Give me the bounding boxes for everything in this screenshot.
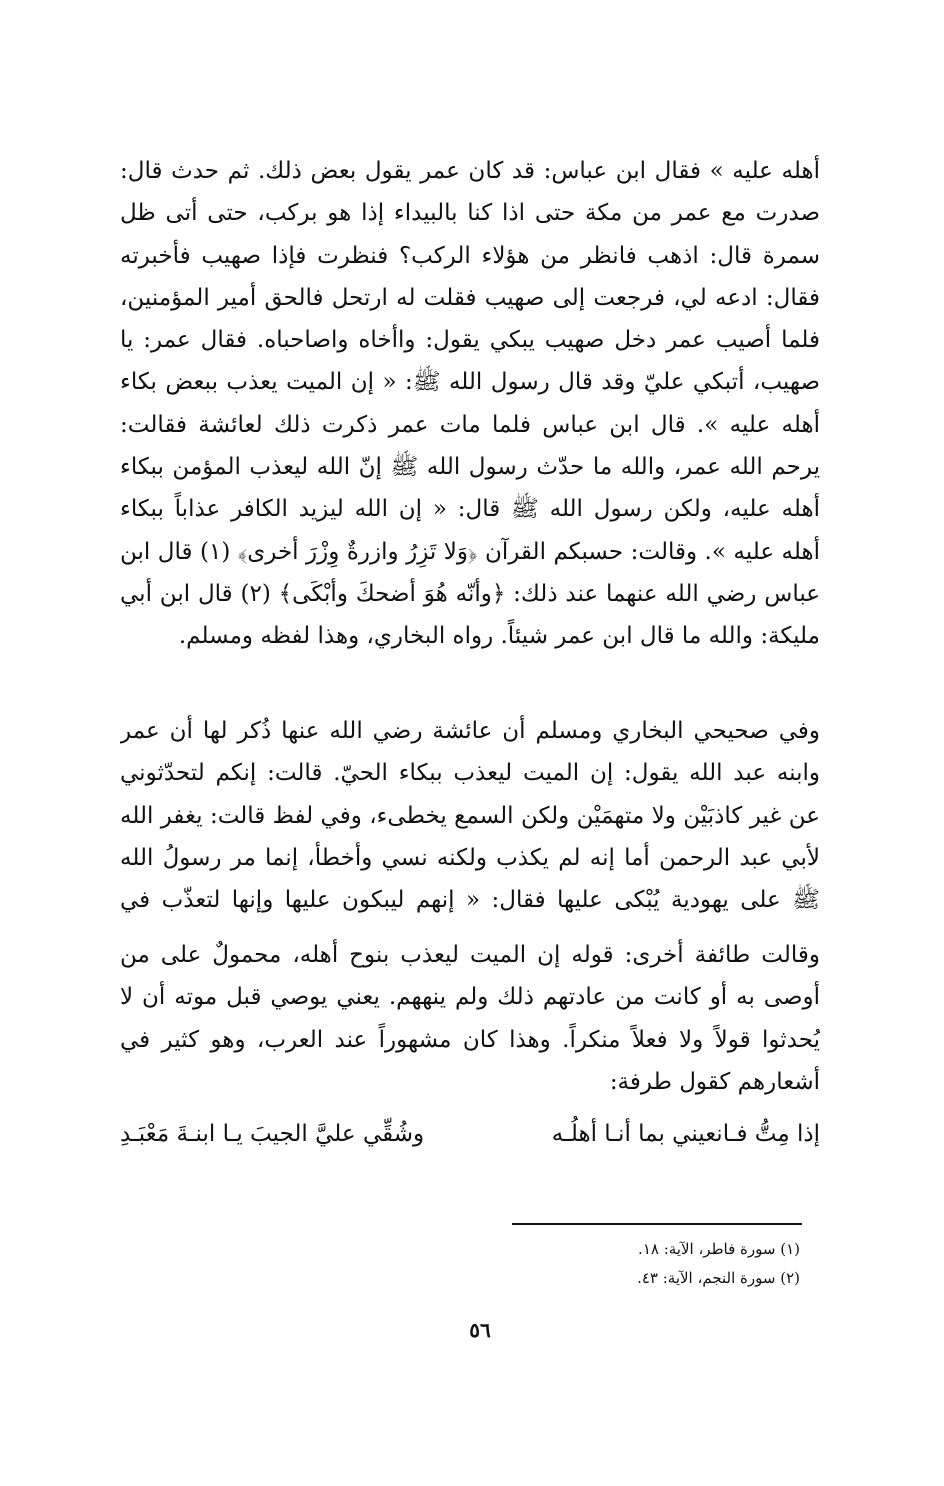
- footnote-1: (١) سورة فاطر، الآية: ١٨.: [638, 1240, 800, 1258]
- poetry-verse: [120, 1112, 820, 1156]
- paragraph-other-group: وقالت طائفة أخرى: قوله إن الميت ليعذب بنوح أهله، محمولٌ على من أوصى به أو كانت من عادتهم ذلك ولم ينههم. يعني يوصي قبل موته أن لا يُحدثوا قولاً ولا فعلاً منكراً. وهذا كان مشهوراً عند العرب، وهو كثير في أشعارهم كقول طرفة:: [120, 942, 820, 1095]
- verse-first-hemistich: إذا مِتُّ فـانعيني بما أنـا أهلُـه: [551, 1121, 820, 1147]
- verse-second-hemistich: وشُقِّي عليَّ الجيبَ يـا ابنـةَ مَعْبَـدِ: [120, 1121, 425, 1147]
- footnote-2: (٢) سورة النجم، الآية: ٤٣.: [637, 1269, 800, 1287]
- footnote-divider: [512, 1223, 802, 1225]
- paragraph-hadith-suhaib: أهله عليه » فقال ابن عباس: قد كان عمر يقول بعض ذلك. ثم حدث قال: صدرت مع عمر من مكة حتى اذا كنا بالبيداء إذا هو بركب، حتى أتى ظل سمرة قال: اذهب فانظر من هؤلاء الركب؟ فنظرت فإذا صهيب فأخبرته فقال: ادعه لي، فرجعت إلى صهيب فقلت له ارتحل فالحق أمير المؤمنين، فلما أصيب عمر دخل صهيب يبكي يقول: واأخاه واصاحباه. فقال عمر: يا صهيب، أتبكي عليّ وقد قال رسول الله ﷺ: « إن الميت يعذب ببعض بكاء أهله عليه ». قال ابن عباس فلما مات عمر ذكرت ذلك لعائشة فقالت: يرحم الله عمر، والله ما حدّث رسول الله ﷺ إنّ الله ليعذب المؤمن ببكاء أهله عليه، ولكن رسول الله ﷺ قال: « إن الله ليزيد الكافر عذاباً ببكاء أهله عليه ». وقالت: حسبكم القرآن ﴿وَلا تَزِرُ وازرةٌ وِزْرَ أخرى﴾ (١) قال ابن عباس رضي الله عنهما عند ذلك: ﴿وأنّه هُوَ أضحكَ وأبْكَى﴾ (٢) قال ابن أبي مليكة: والله ما قال ابن عمر شيئاً. رواه البخاري، وهذا لفظه ومسلم.: [120, 158, 820, 650]
- paragraph-aisha-bukhari-muslim: وفي صحيحي البخاري ومسلم أن عائشة رضي الله عنها ذُكر لها أن عمر وابنه عبد الله يقول: إن الميت ليعذب ببكاء الحيّ. قالت: إنكم لتحدّثوني عن غير كاذبَيْن ولا متهمَيْن ولكن السمع يخطىء، وفي لفظ قالت: يغفر الله لأبي عبد الرحمن أما إنه لم يكذب ولكنه نسي وأخطأ، إنما مر رسولُ الله ﷺ على يهودية يُبْكى عليها فقال: « إنهم ليبكون عليها وإنها لتعذّب في: [120, 718, 820, 914]
- footnotes: [420, 1235, 800, 1293]
- page-number: ٥٦: [469, 1318, 491, 1342]
- page-body: [120, 150, 820, 1156]
